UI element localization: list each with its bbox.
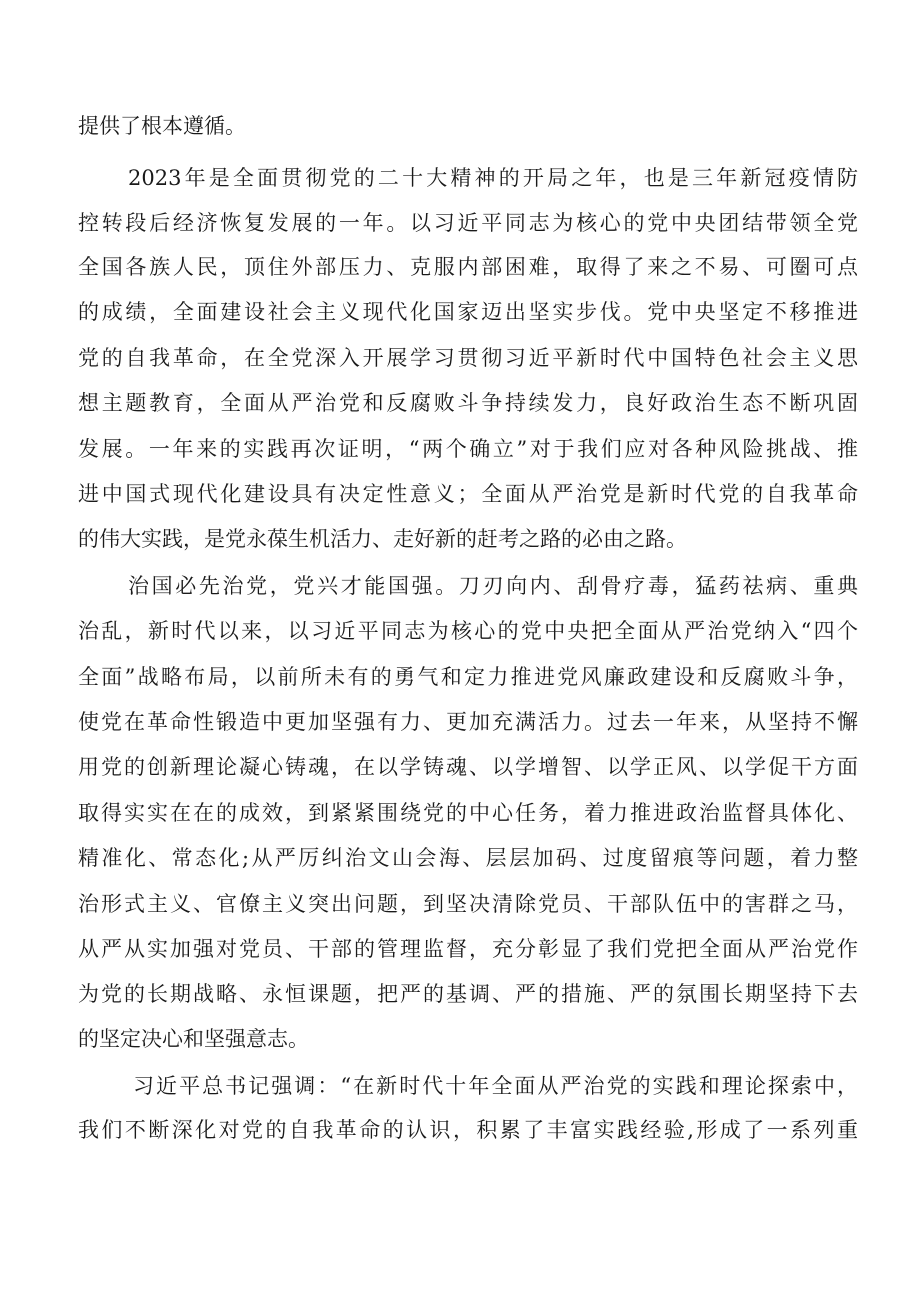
paragraph-line: 全国各族人民，顶住外部压力、克服内部困难，取得了来之不易、可圈可点 — [78, 255, 858, 279]
paragraph-line: 控转段后经济恢复发展的一年。以习近平同志为核心的党中央团结带领全党 — [78, 211, 858, 235]
paragraph-line: 从严从实加强对党员、干部的管理监督，充分彰显了我们党把全面从严治党作 — [78, 937, 858, 961]
paragraph-line: 我们不断深化对党的自我革命的认识，积累了丰富实践经验,形成了一系列重 — [78, 1118, 858, 1142]
paragraph-line: 精准化、常态化;从严厉纠治文山会海、层层加码、过度留痕等问题，着力整 — [78, 846, 858, 870]
paragraph-line: 进中国式现代化建设具有决定性意义；全面从严治党是新时代党的自我革命 — [78, 482, 858, 506]
paragraph-line: 的成绩，全面建设社会主义现代化国家迈出坚实步伐。党中央坚定不移推进 — [78, 300, 858, 324]
paragraph-line: 发展。一年来的实践再次证明，“两个确立”对于我们应对各种风险挑战、推 — [78, 437, 858, 461]
paragraph-line: 想主题教育，全面从严治党和反腐败斗争持续发力，良好政治生态不断巩固 — [78, 391, 858, 415]
paragraph-line: 提供了根本遵循。 — [78, 114, 246, 138]
paragraph-line: 治国必先治党，党兴才能国强。刀刃向内、刮骨疗毒，猛药祛病、重典 — [128, 574, 858, 598]
paragraph-line: 治乱，新时代以来，以习近平同志为核心的党中央把全面从严治党纳入“四个 — [78, 619, 858, 643]
paragraph-line: 使党在革命性锻造中更加坚强有力、更加充满活力。过去一年来，从坚持不懈 — [78, 710, 858, 734]
paragraph-line: 的伟大实践，是党永葆生机活力、走好新的赶考之路的必由之路。 — [78, 527, 687, 551]
paragraph-line: 党的自我革命，在全党深入开展学习贯彻习近平新时代中国特色社会主义思 — [78, 346, 858, 370]
paragraph-line: 治形式主义、官僚主义突出问题，到坚决清除党员、干部队伍中的害群之马， — [78, 892, 858, 916]
paragraph-line: 全面”战略布局，以前所未有的勇气和定力推进党风廉政建设和反腐败斗争， — [78, 665, 858, 689]
paragraph-line: 取得实实在在的成效，到紧紧围绕党的中心任务，着力推进政治监督具体化、 — [78, 801, 858, 825]
paragraph-line: 的坚定决心和坚强意志。 — [78, 1027, 309, 1051]
paragraph-line: 2023年是全面贯彻党的二十大精神的开局之年，也是三年新冠疫情防 — [128, 166, 858, 190]
paragraph-line: 习近平总书记强调：“在新时代十年全面从严治党的实践和理论探索中， — [133, 1074, 858, 1098]
paragraph-line: 用党的创新理论凝心铸魂，在以学铸魂、以学增智、以学正风、以学促干方面 — [78, 755, 858, 779]
paragraph-line: 为党的长期战略、永恒课题，把严的基调、严的措施、严的氛围长期坚持下去 — [78, 982, 858, 1006]
